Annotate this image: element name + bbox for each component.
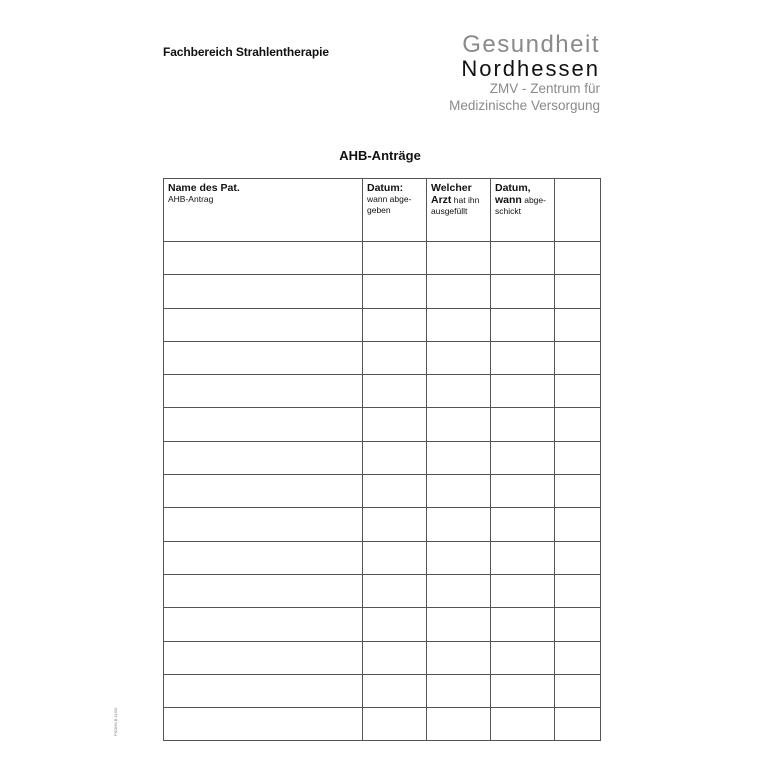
cell-extra[interactable] (555, 574, 601, 607)
col-header-sent (491, 179, 555, 242)
cell-submitted[interactable] (363, 375, 427, 408)
cell-name[interactable] (164, 674, 363, 707)
cell-doctor[interactable] (427, 674, 491, 707)
cell-extra[interactable] (555, 508, 601, 541)
cell-name[interactable] (164, 641, 363, 674)
table-row (164, 674, 601, 707)
cell-name[interactable] (164, 608, 363, 641)
col-header-sent-bold: Datum, (495, 182, 531, 194)
cell-extra[interactable] (555, 674, 601, 707)
cell-sent[interactable] (491, 708, 555, 741)
brand-line-4: Medizinische Versorgung (449, 98, 600, 113)
col-header-submitted (363, 179, 427, 242)
table-row (164, 574, 601, 607)
cell-doctor[interactable] (427, 375, 491, 408)
col-header-name-bold: Name des Pat. (168, 182, 240, 194)
cell-doctor[interactable] (427, 574, 491, 607)
table-row (164, 441, 601, 474)
cell-doctor[interactable] (427, 242, 491, 275)
cell-sent[interactable] (491, 608, 555, 641)
cell-sent[interactable] (491, 574, 555, 607)
cell-submitted[interactable] (363, 242, 427, 275)
form-code: FNDHS B 11/10 (113, 707, 118, 736)
cell-extra[interactable] (555, 441, 601, 474)
cell-extra[interactable] (555, 641, 601, 674)
cell-doctor[interactable] (427, 641, 491, 674)
table-row (164, 242, 601, 275)
col-header-sent-sub (495, 194, 550, 217)
cell-sent[interactable] (491, 641, 555, 674)
brand-logo (449, 32, 600, 114)
cell-submitted[interactable] (363, 508, 427, 541)
cell-doctor[interactable] (427, 508, 491, 541)
cell-doctor[interactable] (427, 275, 491, 308)
cell-name[interactable] (164, 475, 363, 508)
cell-name[interactable] (164, 708, 363, 741)
table-body (164, 242, 601, 741)
cell-extra[interactable] (555, 408, 601, 441)
table-row (164, 641, 601, 674)
cell-sent[interactable] (491, 375, 555, 408)
cell-doctor[interactable] (427, 541, 491, 574)
cell-name[interactable] (164, 541, 363, 574)
cell-extra[interactable] (555, 541, 601, 574)
col-header-sent-subtext: abge-schickt (495, 195, 546, 216)
cell-sent[interactable] (491, 408, 555, 441)
cell-sent[interactable] (491, 275, 555, 308)
col-header-doctor (427, 179, 491, 242)
cell-sent[interactable] (491, 508, 555, 541)
col-header-doctor-bold: Welcher (431, 182, 472, 194)
cell-submitted[interactable] (363, 541, 427, 574)
col-header-doctor-sub (431, 194, 486, 217)
cell-doctor[interactable] (427, 341, 491, 374)
cell-name[interactable] (164, 408, 363, 441)
table-row (164, 375, 601, 408)
cell-name[interactable] (164, 341, 363, 374)
col-header-name (164, 179, 363, 242)
table-row (164, 541, 601, 574)
cell-sent[interactable] (491, 242, 555, 275)
ahb-table (163, 178, 601, 741)
cell-submitted[interactable] (363, 441, 427, 474)
cell-submitted[interactable] (363, 308, 427, 341)
col-header-submitted-bold: Datum: (367, 182, 404, 194)
table-row (164, 341, 601, 374)
cell-doctor[interactable] (427, 408, 491, 441)
brand-line-3: ZMV - Zentrum für (489, 81, 600, 96)
cell-submitted[interactable] (363, 275, 427, 308)
table-row (164, 408, 601, 441)
cell-extra[interactable] (555, 308, 601, 341)
cell-submitted[interactable] (363, 674, 427, 707)
cell-submitted[interactable] (363, 574, 427, 607)
cell-sent[interactable] (491, 475, 555, 508)
cell-extra[interactable] (555, 242, 601, 275)
cell-doctor[interactable] (427, 475, 491, 508)
form-title: AHB-Anträge (339, 148, 421, 163)
brand-line-1: Gesundheit (462, 31, 600, 58)
cell-name[interactable] (164, 242, 363, 275)
cell-extra[interactable] (555, 608, 601, 641)
cell-extra[interactable] (555, 475, 601, 508)
cell-sent[interactable] (491, 308, 555, 341)
table-row (164, 608, 601, 641)
cell-sent[interactable] (491, 674, 555, 707)
col-header-doctor-bold2: Arzt (431, 194, 452, 206)
cell-name[interactable] (164, 275, 363, 308)
cell-submitted[interactable] (363, 341, 427, 374)
cell-submitted[interactable] (363, 608, 427, 641)
cell-name[interactable] (164, 574, 363, 607)
table-row (164, 508, 601, 541)
brand-line-2: Nordhessen (461, 56, 600, 81)
cell-submitted[interactable] (363, 641, 427, 674)
col-header-sent-bold2: wann (495, 194, 522, 206)
table-header-row (164, 179, 601, 242)
cell-doctor[interactable] (427, 708, 491, 741)
cell-name[interactable] (164, 308, 363, 341)
col-header-submitted-sub: wann abge-geben (367, 194, 412, 215)
cell-doctor[interactable] (427, 308, 491, 341)
cell-extra[interactable] (555, 375, 601, 408)
cell-sent[interactable] (491, 341, 555, 374)
cell-doctor[interactable] (427, 441, 491, 474)
cell-submitted[interactable] (363, 708, 427, 741)
table-row (164, 308, 601, 341)
col-header-doctor-subtext: hat ihn ausgefüllt (431, 195, 480, 216)
col-header-name-sub: AHB-Antrag (168, 194, 214, 204)
cell-name[interactable] (164, 441, 363, 474)
cell-submitted[interactable] (363, 475, 427, 508)
cell-extra[interactable] (555, 341, 601, 374)
cell-doctor[interactable] (427, 608, 491, 641)
cell-sent[interactable] (491, 541, 555, 574)
cell-submitted[interactable] (363, 408, 427, 441)
table-row (164, 475, 601, 508)
department-label: Fachbereich Strahlentherapie (163, 45, 329, 59)
table-row (164, 275, 601, 308)
cell-extra[interactable] (555, 275, 601, 308)
cell-extra[interactable] (555, 708, 601, 741)
cell-name[interactable] (164, 375, 363, 408)
col-header-extra (555, 179, 601, 242)
table-row (164, 708, 601, 741)
cell-name[interactable] (164, 508, 363, 541)
cell-sent[interactable] (491, 441, 555, 474)
